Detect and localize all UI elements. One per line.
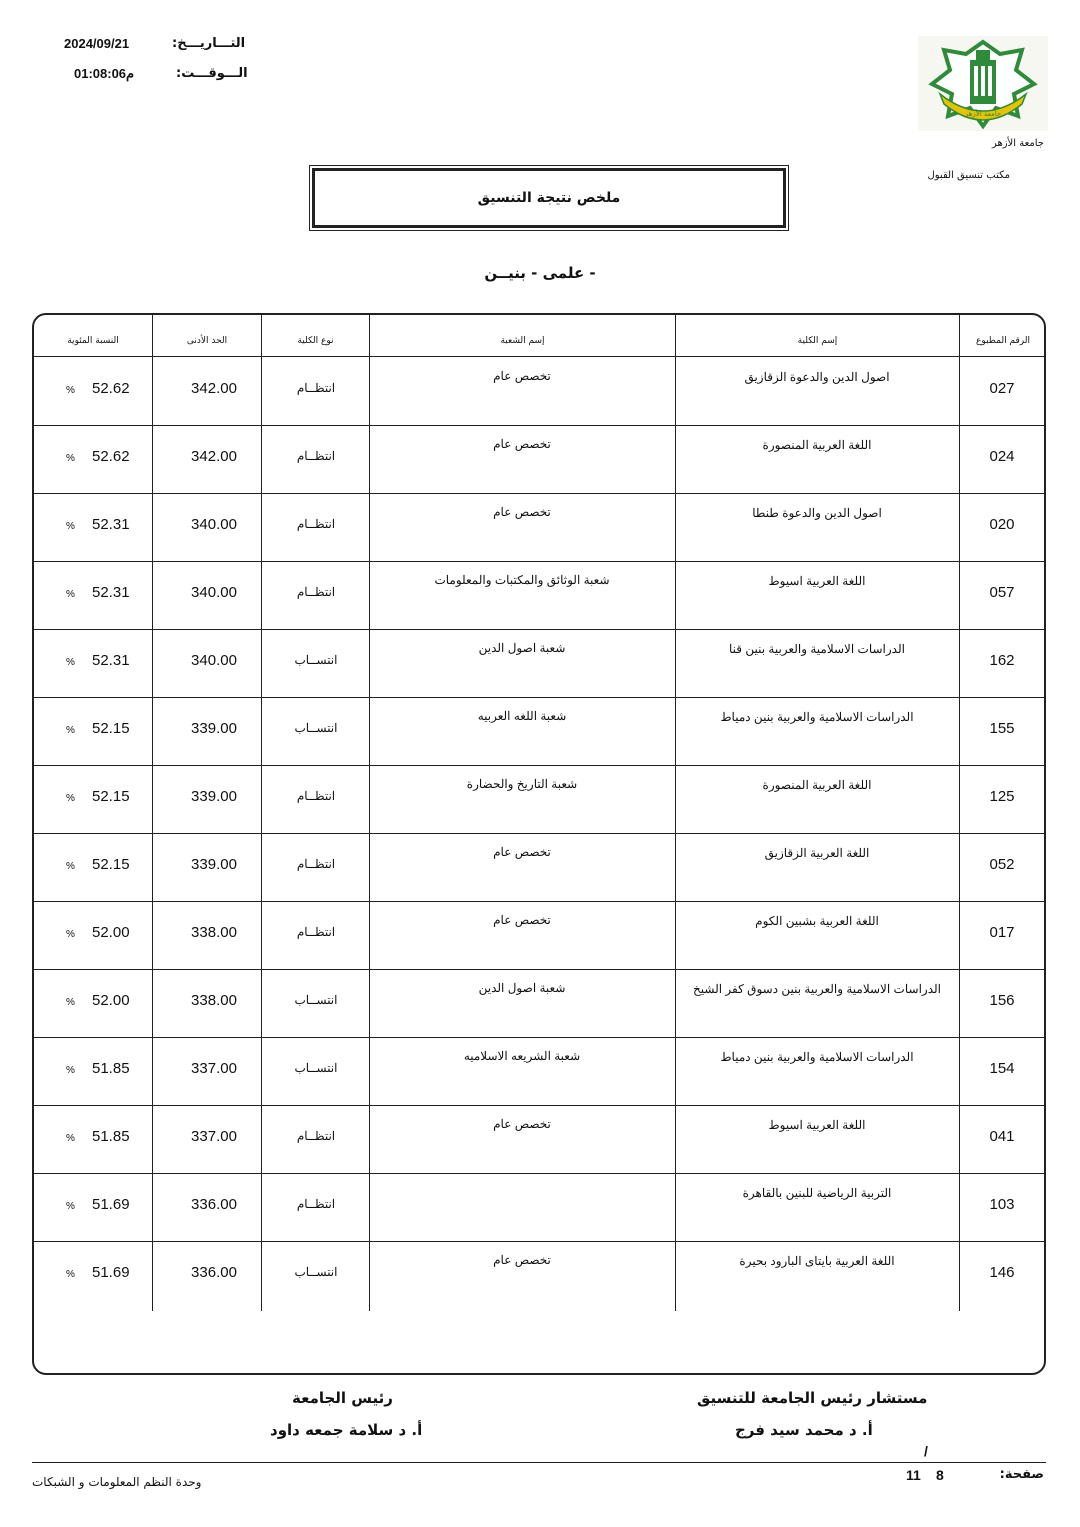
row-divider [33,629,1045,630]
row-min: 337.00 [191,1060,237,1077]
row-divider [33,1037,1045,1038]
row-branch: تخصص عام [493,913,551,927]
row-code: 154 [989,1060,1015,1077]
row-percent: 51.85 [92,1128,130,1145]
page-subtitle: - علمى - بنيــن [484,264,596,282]
row-min: 339.00 [191,720,237,737]
university-logo [918,36,1048,131]
row-branch: شعبة اصول الدين [478,981,566,995]
col-header-type: نوع الكلية [297,336,334,346]
row-percent: 52.62 [92,380,130,397]
row-min: 337.00 [191,1128,237,1145]
row-branch: تخصص عام [493,1117,551,1131]
col-divider [959,313,960,1311]
row-min: 339.00 [191,788,237,805]
date-value: 2024/09/21 [64,36,130,51]
col-header-branch: إسم الشعبة [500,336,545,346]
row-college: اللغة العربية اسيوط [768,1118,866,1132]
row-min: 338.00 [191,924,237,941]
header-divider [33,356,1045,357]
row-type: انتظــام [296,1197,336,1211]
row-college: اللغة العربية بشبين الكوم [755,914,879,928]
row-college: اللغة العربية المنصورة [762,438,872,452]
col-header-code: الرقم المطبوع [976,336,1030,346]
row-branch: شعبة الشريعه الاسلاميه [463,1049,581,1063]
row-college: اللغة العربية اسيوط [768,574,866,588]
col-header-college: إسم الكلية [797,336,838,346]
page-slash: / [924,1443,928,1459]
row-code: 041 [989,1128,1015,1145]
row-percent: 51.69 [92,1196,130,1213]
row-percent-symbol: % [66,861,75,872]
president-name: أ. د سلامة جمعه داود [270,1421,423,1439]
row-college: اللغة العربية بايتاى البارود بحيرة [739,1254,895,1268]
row-college: الدراسات الاسلامية والعربية بنين دسوق كفر الشيخ [693,982,941,996]
row-percent: 52.00 [92,992,130,1009]
row-college: اللغة العربية المنصورة [762,778,872,792]
row-divider [33,833,1045,834]
row-min: 342.00 [191,380,237,397]
row-branch: تخصص عام [493,437,551,451]
row-divider [33,561,1045,562]
row-percent-symbol: % [66,385,75,396]
row-type: انتظــام [296,517,336,531]
row-percent: 52.31 [92,584,130,601]
row-min: 340.00 [191,516,237,533]
president-title: رئيس الجامعة [292,1389,393,1407]
page-current: 8 [936,1467,944,1483]
footer-unit: وحدة النظم المعلومات و الشبكات [32,1475,202,1489]
footer-divider [32,1462,1046,1463]
row-min: 338.00 [191,992,237,1009]
row-college: الدراسات الاسلامية والعربية بنين قنا [729,642,905,656]
row-percent: 52.62 [92,448,130,465]
row-divider [33,969,1045,970]
date-label: التـــاريـــخ: [172,36,246,51]
col-divider [675,313,676,1311]
row-type: انتســاب [294,1265,338,1279]
row-code: 052 [989,856,1015,873]
row-divider [33,765,1045,766]
row-percent-symbol: % [66,1133,75,1144]
col-divider [152,313,153,1311]
col-header-percent: النسبة المئوية [67,336,119,346]
advisor-title: مستشار رئيس الجامعة للتنسيق [697,1389,928,1407]
row-percent-symbol: % [66,589,75,600]
row-college: اللغة العربية الزقازيق [764,846,870,860]
row-divider [33,1173,1045,1174]
row-divider [33,697,1045,698]
col-header-min: الحد الأدنى [186,336,228,346]
row-divider [33,425,1045,426]
row-college: اصول الدين والدعوة الزقازيق [744,370,890,384]
page-title: ملخص نتيجة التنسيق [477,190,621,206]
row-branch: شعبة الوثائق والمكتبات والمعلومات [434,573,610,587]
page-label: صفحة: [999,1467,1044,1482]
row-branch: شعبة اللغه العربيه [477,709,567,723]
row-percent-symbol: % [66,929,75,940]
page-total: 11 [906,1467,921,1483]
row-code: 057 [989,584,1015,601]
row-college: التربية الرياضية للبنين بالقاهرة [742,1186,892,1200]
row-type: انتظــام [296,1129,336,1143]
row-percent: 52.15 [92,856,130,873]
row-type: انتســاب [294,993,338,1007]
row-min: 339.00 [191,856,237,873]
row-college: اصول الدين والدعوة طنطا [752,506,882,520]
row-branch: تخصص عام [493,1253,551,1267]
row-type: انتظــام [296,857,336,871]
row-percent-symbol: % [66,725,75,736]
row-college: الدراسات الاسلامية والعربية بنين دمياط [720,710,914,724]
row-code: 027 [989,380,1015,397]
row-percent-symbol: % [66,521,75,532]
row-min: 342.00 [191,448,237,465]
row-branch: تخصص عام [493,845,551,859]
row-percent: 52.00 [92,924,130,941]
row-percent-symbol: % [66,453,75,464]
row-min: 336.00 [191,1196,237,1213]
row-type: انتســاب [294,721,338,735]
row-type: انتظــام [296,449,336,463]
row-divider [33,493,1045,494]
row-percent-symbol: % [66,1269,75,1280]
row-code: 155 [989,720,1015,737]
university-name: جامعة الأزهر [991,138,1044,149]
row-percent: 52.15 [92,720,130,737]
row-type: انتظــام [296,381,336,395]
row-percent: 51.85 [92,1060,130,1077]
row-code: 156 [989,992,1015,1009]
row-type: انتظــام [296,585,336,599]
row-type: انتســاب [294,1061,338,1075]
svg-text:جامعة الأزهر: جامعة الأزهر [964,110,1002,118]
row-percent-symbol: % [66,1201,75,1212]
title-box [312,168,786,228]
row-divider [33,1241,1045,1242]
row-min: 336.00 [191,1264,237,1281]
row-min: 340.00 [191,652,237,669]
row-code: 017 [989,924,1015,941]
row-code: 125 [989,788,1015,805]
row-type: انتســاب [294,653,338,667]
row-branch: تخصص عام [493,505,551,519]
row-percent: 51.69 [92,1264,130,1281]
row-college: الدراسات الاسلامية والعربية بنين دمياط [720,1050,914,1064]
time-value: م01:08:06 [74,66,135,81]
row-percent-symbol: % [66,1065,75,1076]
row-type: انتظــام [296,789,336,803]
row-divider [33,1105,1045,1106]
row-percent: 52.31 [92,516,130,533]
time-label: الـــوقـــت: [176,66,248,81]
row-code: 020 [989,516,1015,533]
row-branch: شعبة التاريخ والحضارة [466,777,578,791]
row-percent-symbol: % [66,793,75,804]
advisor-name: أ. د محمد سيد فرج [735,1421,873,1439]
row-percent: 52.15 [92,788,130,805]
row-percent: 52.31 [92,652,130,669]
row-branch: شعبة اصول الدين [478,641,566,655]
admission-office: مكتب تنسيق القبول [927,170,1010,181]
row-code: 024 [989,448,1015,465]
row-code: 162 [989,652,1015,669]
row-percent-symbol: % [66,657,75,668]
row-percent-symbol: % [66,997,75,1008]
row-branch: تخصص عام [493,369,551,383]
row-min: 340.00 [191,584,237,601]
row-divider [33,901,1045,902]
row-type: انتظــام [296,925,336,939]
row-code: 146 [989,1264,1015,1281]
row-code: 103 [989,1196,1015,1213]
